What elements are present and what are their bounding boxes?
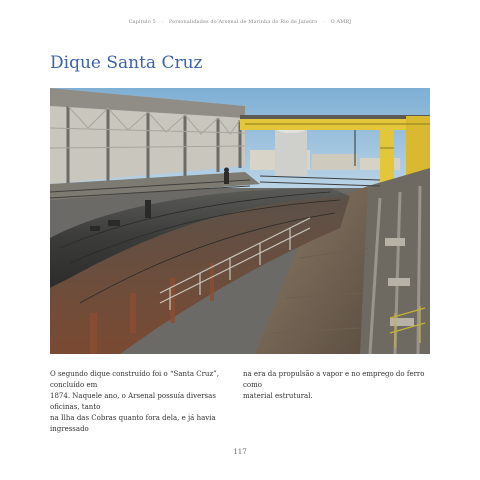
header-chapter: Capítulo 5 [128, 19, 156, 25]
header-book-title: Personalidades do Arsenal de Marinha do Rio de Janeiro [168, 19, 318, 25]
header-separator: · [161, 19, 164, 25]
header-separator: · [323, 19, 325, 25]
body-text-left-column: O segundo dique construído foi o “Santa Cruz”, concluído em 1874. Naquele ano, o Arsenal possuía diversas oficinas, tanto na Ilha das Cobras quanto fora dela, e já havia ingressado [50, 370, 219, 433]
body-text-right-column: na era da propulsão a vapor e no emprego do ferro como material estrutural. [243, 370, 425, 400]
section-title: Dique Santa Cruz [50, 53, 203, 73]
dry-dock-photo [50, 88, 430, 354]
running-header [0, 19, 480, 25]
page-number: 117 [233, 448, 247, 456]
header-institution: O AMRJ [330, 19, 352, 25]
